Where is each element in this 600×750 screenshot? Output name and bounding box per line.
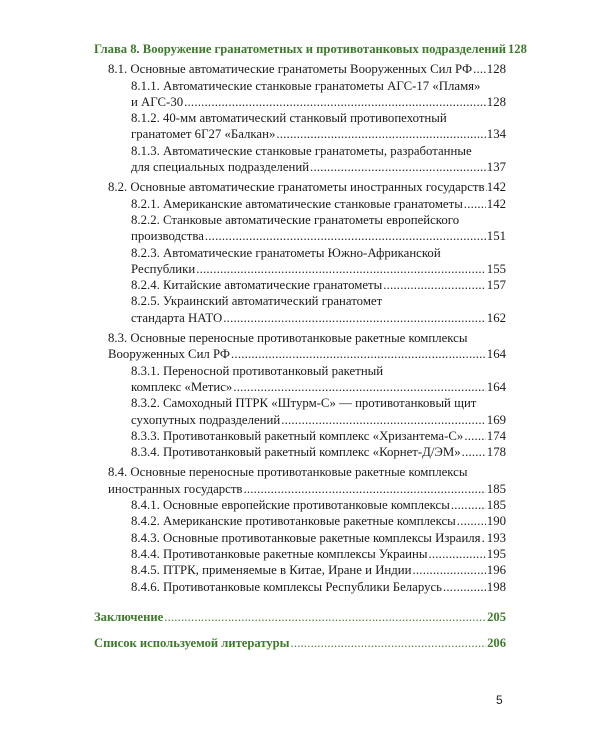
toc-leader bbox=[196, 261, 486, 277]
toc-leader bbox=[428, 546, 485, 562]
toc-leader bbox=[451, 497, 486, 513]
toc-leader bbox=[164, 609, 486, 625]
toc-leader bbox=[231, 346, 486, 362]
toc-entry-8-3-line1[interactable] bbox=[94, 330, 506, 346]
toc-entry-8-4[interactable] bbox=[94, 481, 506, 497]
toc-entry-title: 8.3.4. Противотанковый ракетный комплекс «Корнет-Д/ЭМ» bbox=[131, 445, 461, 460]
toc-leader bbox=[482, 530, 486, 546]
toc-entry-title: 8.4.2. Американские противотанковые ракетные комплексы bbox=[131, 514, 456, 529]
toc-page: 128 bbox=[486, 62, 506, 77]
toc-page: 196 bbox=[486, 563, 506, 578]
toc-entry-title-cont: гранатомет 6Г27 «Балкан» bbox=[131, 127, 276, 142]
toc-page: 151 bbox=[486, 229, 506, 244]
toc-entry-8-4-5[interactable] bbox=[94, 562, 506, 578]
toc-leader bbox=[243, 481, 485, 497]
toc-leader bbox=[473, 61, 486, 77]
toc-entry-title: 8.3. Основные переносные противотанковые ракетные комплексы bbox=[108, 331, 468, 346]
toc-page: 142 bbox=[486, 180, 506, 195]
toc-entry-title: 8.1. Основные автоматические гранатометы Вооруженных Сил РФ bbox=[108, 62, 473, 77]
toc-entry-8-3-2[interactable] bbox=[94, 412, 506, 428]
toc-entry-title: 8.4.4. Противотанковые ракетные комплексы Украины bbox=[131, 546, 428, 561]
toc-entry-8-2-3[interactable] bbox=[94, 261, 506, 277]
toc-entry-8-3[interactable] bbox=[94, 346, 506, 362]
toc-entry-title: 8.3.2. Самоходный ПТРК «Штурм-С» — противотанковый щит bbox=[131, 396, 477, 411]
toc-conclusion-title: Заключение bbox=[94, 609, 164, 624]
toc-entry-title: 8.2.3. Автоматические гранатометы Южно-Африканской bbox=[131, 245, 441, 260]
toc-page: 137 bbox=[486, 160, 506, 175]
toc-entry-8-3-1-line1[interactable] bbox=[94, 363, 506, 379]
toc-chapter-title: Глава 8. Вооружение гранатометных и противотанковых подразделений bbox=[94, 42, 506, 56]
toc-entry-title: 8.4. Основные переносные противотанковые ракетные комплексы bbox=[108, 465, 468, 480]
toc-entry-title-cont: стандарта НАТО bbox=[131, 310, 223, 325]
toc-entry-8-1-2-line1[interactable] bbox=[94, 110, 506, 126]
toc-page: 178 bbox=[486, 445, 506, 460]
toc-page: 174 bbox=[486, 428, 506, 443]
toc-entry-title-cont: и АГС-30 bbox=[131, 94, 184, 109]
toc-entry-title: 8.4.3. Основные противотанковые ракетные комплексы Израиля bbox=[131, 530, 481, 545]
toc-entry-title-cont: комплекс «Метис» bbox=[131, 379, 233, 394]
toc-page: 190 bbox=[486, 514, 506, 529]
toc-leader bbox=[281, 412, 486, 428]
table-of-contents bbox=[94, 41, 527, 651]
toc-leader bbox=[383, 277, 486, 293]
toc-entry-title: 8.4.6. Противотанковые комплексы Республики Беларусь bbox=[131, 579, 442, 594]
toc-entry-8-1-2[interactable] bbox=[94, 126, 506, 142]
toc-page: 185 bbox=[486, 498, 506, 513]
toc-entry-title: 8.2.1. Американские автоматические станковые гранатометы bbox=[131, 196, 463, 211]
toc-entry-title-cont: для специальных подразделений bbox=[131, 160, 310, 175]
toc-leader bbox=[310, 159, 486, 175]
toc-page: 195 bbox=[486, 546, 506, 561]
toc-entry-8-2-1[interactable] bbox=[94, 196, 506, 212]
toc-entry-title: 8.2. Основные автоматические гранатометы иностранных государств bbox=[108, 180, 485, 195]
toc-leader bbox=[291, 635, 487, 651]
toc-entry-title-cont: иностранных государств bbox=[108, 481, 243, 496]
toc-references[interactable] bbox=[94, 635, 506, 651]
toc-page: 185 bbox=[486, 481, 506, 496]
toc-entry-8-1-1[interactable] bbox=[94, 94, 506, 110]
toc-entry-title-cont: сухопутных подразделений bbox=[131, 412, 281, 427]
toc-entry-8-3-3[interactable] bbox=[94, 428, 506, 444]
toc-entry-8-3-1[interactable] bbox=[94, 379, 506, 395]
toc-entry-title: 8.1.1. Автоматические станковые гранатометы АГС-17 «Пламя» bbox=[131, 78, 481, 93]
toc-page: 206 bbox=[487, 636, 506, 651]
toc-entry-8-2-2-line1[interactable] bbox=[94, 212, 506, 228]
toc-page: 198 bbox=[486, 579, 506, 594]
toc-page: 164 bbox=[486, 379, 506, 394]
toc-page: 169 bbox=[486, 412, 506, 427]
toc-leader bbox=[443, 579, 486, 595]
toc-entry-8-2-3-line1[interactable] bbox=[94, 245, 506, 261]
toc-references-title: Список используемой литературы bbox=[94, 636, 290, 651]
toc-page: 205 bbox=[487, 609, 506, 624]
toc-entry-title-cont: производства bbox=[131, 229, 204, 244]
toc-leader bbox=[276, 126, 485, 142]
toc-entry-title: 8.4.5. ПТРК, применяемые в Китае, Иране и Индии bbox=[131, 563, 412, 578]
page-number: 5 bbox=[496, 693, 503, 707]
toc-entry-title: 8.1.2. 40-мм автоматический станковый противопехотный bbox=[131, 111, 447, 126]
toc-conclusion[interactable] bbox=[94, 609, 506, 625]
toc-entry-8-4-3[interactable] bbox=[94, 530, 506, 546]
toc-entry-8-2-5-line1[interactable] bbox=[94, 293, 506, 309]
toc-entry-8-4-6[interactable] bbox=[94, 579, 506, 595]
toc-entry-8-3-2-line1[interactable] bbox=[94, 395, 506, 411]
toc-entry-8-4-4[interactable] bbox=[94, 546, 506, 562]
toc-leader bbox=[464, 196, 486, 212]
toc-page: 157 bbox=[486, 278, 506, 293]
toc-entry-8-4-line1[interactable] bbox=[94, 464, 506, 480]
toc-page: 128 bbox=[507, 42, 527, 56]
toc-chapter-8[interactable] bbox=[94, 41, 527, 57]
toc-entry-8-4-1[interactable] bbox=[94, 497, 506, 513]
toc-entry-title: 8.4.1. Основные европейские противотанковые комплексы bbox=[131, 498, 450, 513]
toc-entry-8-1-1-line1[interactable] bbox=[94, 78, 506, 94]
toc-entry-8-1-3-line1[interactable] bbox=[94, 143, 506, 159]
toc-entry-title-cont: Республики bbox=[131, 261, 196, 276]
toc-entry-8-1[interactable] bbox=[94, 61, 506, 77]
toc-page: 142 bbox=[486, 196, 506, 211]
toc-entry-title: 8.3.3. Противотанковый ракетный комплекс «Хризантема-С» bbox=[131, 428, 464, 443]
toc-entry-8-2-2[interactable] bbox=[94, 228, 506, 244]
toc-leader bbox=[233, 379, 485, 395]
toc-entry-title: 8.2.5. Украинский автоматический гранатомет bbox=[131, 294, 383, 309]
toc-leader bbox=[184, 94, 486, 110]
toc-entry-title: 8.2.4. Китайские автоматические гранатометы bbox=[131, 278, 383, 293]
toc-entry-title: 8.2.2. Станковые автоматические гранатометы европейского bbox=[131, 212, 460, 227]
toc-entry-8-2[interactable] bbox=[94, 179, 506, 195]
toc-entry-8-2-4[interactable] bbox=[94, 277, 506, 293]
toc-page: 155 bbox=[486, 261, 506, 276]
toc-leader bbox=[205, 228, 486, 244]
toc-leader bbox=[462, 444, 486, 460]
toc-page: 164 bbox=[486, 347, 506, 362]
toc-leader bbox=[457, 513, 486, 529]
toc-leader bbox=[464, 428, 485, 444]
toc-page: 128 bbox=[486, 94, 506, 109]
toc-leader bbox=[413, 562, 486, 578]
toc-entry-title: 8.1.3. Автоматические станковые гранатометы, разработанные bbox=[131, 143, 472, 158]
toc-page: 162 bbox=[486, 310, 506, 325]
toc-entry-title: 8.3.1. Переносной противотанковый ракетный bbox=[131, 363, 384, 378]
toc-entry-8-3-4[interactable] bbox=[94, 444, 506, 460]
toc-page: 193 bbox=[486, 530, 506, 545]
toc-entry-title-cont: Вооруженных Сил РФ bbox=[108, 347, 231, 362]
toc-page: 134 bbox=[486, 127, 506, 142]
toc-entry-8-2-5[interactable] bbox=[94, 310, 506, 326]
toc-entry-8-1-3[interactable] bbox=[94, 159, 506, 175]
toc-leader bbox=[223, 310, 486, 326]
toc-entry-8-4-2[interactable] bbox=[94, 513, 506, 529]
